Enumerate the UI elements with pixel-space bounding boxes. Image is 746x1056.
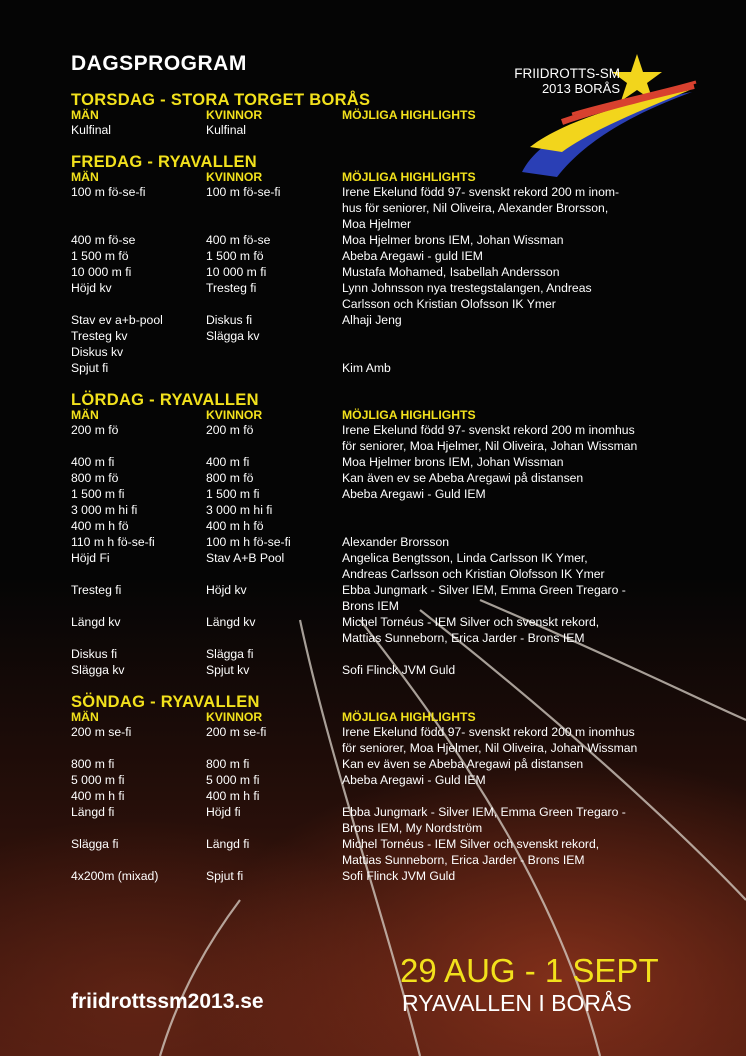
highlight: Mattias Sunneborn, Erica Jarder - Brons IEM (342, 631, 585, 645)
women-event (206, 200, 342, 216)
logo-subtitle: 2013 BORÅS (541, 81, 620, 96)
column-headers (71, 109, 691, 122)
men-event (71, 200, 206, 216)
logo-title: FRIIDROTTS-SM (514, 66, 620, 81)
highlight: Alexander Brorsson (342, 535, 450, 549)
schedule-row (71, 360, 691, 376)
highlight: hus för seniorer, Nil Oliveira, Alexander Brorsson, (342, 201, 609, 215)
women-event: 200 m se-fi (206, 725, 267, 739)
men-event: Spjut fi (71, 361, 109, 375)
schedule-row (71, 470, 691, 486)
women-event: Slägga kv (206, 329, 260, 343)
men-event: 400 m fi (71, 455, 115, 469)
women-event (206, 852, 342, 868)
column-header: KVINNOR (206, 108, 263, 122)
highlight: för seniorer, Moa Hjelmer, Nil Oliveira, Johan Wissman (342, 439, 638, 453)
schedule-row (71, 740, 691, 756)
highlight: Abeba Aregawi - Guld IEM (342, 773, 486, 787)
schedule-row (71, 184, 691, 200)
day-section (71, 694, 691, 884)
women-event (206, 344, 342, 360)
women-event: 100 m fö-se-fi (206, 185, 281, 199)
column-header: KVINNOR (206, 408, 263, 422)
women-event: 400 m fö-se (206, 233, 271, 247)
day-title: TORSDAG - STORA TORGET BORÅS (71, 91, 371, 109)
day-section (71, 92, 691, 138)
women-event: 400 m h fi (206, 789, 260, 803)
highlight: Brons IEM, My Nordström (342, 821, 483, 835)
highlight: Kim Amb (342, 361, 391, 375)
schedule-row (71, 852, 691, 868)
men-event (71, 438, 206, 454)
schedule-row (71, 232, 691, 248)
schedule-row (71, 614, 691, 630)
women-event: Diskus fi (206, 313, 253, 327)
highlight: Carlsson och Kristian Olofsson IK Ymer (342, 297, 556, 311)
schedule-row (71, 312, 691, 328)
men-event: 3 000 m hi fi (71, 503, 138, 517)
schedule (71, 52, 691, 900)
men-event (71, 852, 206, 868)
highlight: Sofi Flinck JVM Guld (342, 663, 456, 677)
women-event (206, 820, 342, 836)
men-event (71, 598, 206, 614)
column-header: KVINNOR (206, 710, 263, 724)
men-event: 200 m se-fi (71, 725, 132, 739)
day-section (71, 392, 691, 678)
men-event: 1 500 m fi (71, 487, 125, 501)
men-event: Höjd kv (71, 281, 112, 295)
schedule-row (71, 486, 691, 502)
column-headers (71, 409, 691, 422)
men-event (71, 566, 206, 582)
women-event: Slägga fi (206, 647, 254, 661)
schedule-row (71, 772, 691, 788)
women-event (206, 598, 342, 614)
day-title: LÖRDAG - RYAVALLEN (71, 391, 259, 409)
highlight (342, 328, 677, 344)
women-event (206, 360, 342, 376)
schedule-row (71, 518, 691, 534)
men-event: 800 m fi (71, 757, 115, 771)
highlight: Moa Hjelmer brons IEM, Johan Wissman (342, 233, 564, 247)
men-event: Längd kv (71, 615, 121, 629)
column-headers (71, 171, 691, 184)
women-event: Spjut fi (206, 869, 244, 883)
highlight (342, 646, 677, 662)
men-event: Längd fi (71, 805, 115, 819)
men-event: 400 m fö-se (71, 233, 136, 247)
page-title: DAGSPROGRAM (71, 52, 247, 75)
schedule-row (71, 280, 691, 296)
column-header: MÖJLIGA HIGHLIGHTS (342, 170, 476, 184)
schedule-row (71, 200, 691, 216)
highlight: Ebba Jungmark - Silver IEM, Emma Green Tregaro - (342, 805, 626, 819)
women-event: 800 m fi (206, 757, 250, 771)
event-venue: RYAVALLEN I BORÅS (402, 990, 632, 1016)
highlight (342, 344, 677, 360)
schedule-row (71, 454, 691, 470)
women-event: Stav A+B Pool (206, 551, 285, 565)
schedule-row (71, 296, 691, 312)
men-event: Höjd Fi (71, 551, 110, 565)
women-event (206, 630, 342, 646)
schedule-row (71, 788, 691, 804)
column-headers (71, 711, 691, 724)
women-event (206, 438, 342, 454)
schedule-row (71, 216, 691, 232)
women-event: 1 500 m fö (206, 249, 264, 263)
column-header: MÄN (71, 170, 99, 184)
men-event: 110 m h fö-se-fi (71, 535, 155, 549)
column-header: MÄN (71, 408, 99, 422)
highlight: Irene Ekelund född 97- svenskt rekord 200 m inom- (342, 185, 620, 199)
men-event: 1 500 m fö (71, 249, 129, 263)
highlight: Irene Ekelund född 97- svenskt rekord 200 m inomhus (342, 423, 635, 437)
highlight: Brons IEM (342, 599, 399, 613)
column-header: MÖJLIGA HIGHLIGHTS (342, 710, 476, 724)
women-event: Höjd fi (206, 805, 241, 819)
highlight: Moa Hjelmer brons IEM, Johan Wissman (342, 455, 564, 469)
schedule-row (71, 836, 691, 852)
men-event: Stav ev a+b-pool (71, 313, 163, 327)
men-event: 10 000 m fi (71, 265, 132, 279)
day-list (71, 92, 691, 884)
women-event: 3 000 m hi fi (206, 503, 273, 517)
women-event: Spjut kv (206, 663, 250, 677)
highlight: Michel Tornéus - IEM Silver och svenskt rekord, (342, 837, 600, 851)
men-event: 5 000 m fi (71, 773, 125, 787)
event-dates: 29 AUG - 1 SEPT (400, 952, 659, 989)
women-event: Höjd kv (206, 583, 247, 597)
schedule-row (71, 566, 691, 582)
column-header: MÖJLIGA HIGHLIGHTS (342, 408, 476, 422)
highlight: Mustafa Mohamed, Isabellah Andersson (342, 265, 560, 279)
men-event (71, 216, 206, 232)
schedule-row (71, 630, 691, 646)
highlight: Moa Hjelmer (342, 217, 412, 231)
schedule-row (71, 328, 691, 344)
men-event: Slägga fi (71, 837, 119, 851)
day-title: FREDAG - RYAVALLEN (71, 153, 257, 171)
schedule-row (71, 438, 691, 454)
women-event: 5 000 m fi (206, 773, 260, 787)
column-header: MÄN (71, 710, 99, 724)
schedule-row (71, 662, 691, 678)
men-event: Diskus fi (71, 647, 118, 661)
column-header: MÖJLIGA HIGHLIGHTS (342, 108, 476, 122)
men-event: 800 m fö (71, 471, 119, 485)
men-event: 200 m fö (71, 423, 119, 437)
website-link[interactable]: friidrottssm2013.se (71, 990, 264, 1013)
men-event: 400 m h fi (71, 789, 125, 803)
schedule-row (71, 344, 691, 360)
women-event: 400 m fi (206, 455, 250, 469)
schedule-row (71, 868, 691, 884)
schedule-row (71, 534, 691, 550)
schedule-row (71, 598, 691, 614)
women-event: Längd fi (206, 837, 250, 851)
day-section (71, 154, 691, 376)
schedule-row (71, 264, 691, 280)
women-event (206, 216, 342, 232)
women-event: Tresteg fi (206, 281, 257, 295)
column-header: MÄN (71, 108, 99, 122)
men-event (71, 740, 206, 756)
schedule-row (71, 248, 691, 264)
schedule-row (71, 502, 691, 518)
highlight: Mattias Sunneborn, Erica Jarder - Brons IEM (342, 853, 585, 867)
highlight (342, 518, 677, 534)
schedule-row (71, 422, 691, 438)
highlight: Sofi Flinck JVM Guld (342, 869, 456, 883)
women-event (206, 296, 342, 312)
highlight: för seniorer, Moa Hjelmer, Nil Oliveira, Johan Wissman (342, 741, 638, 755)
men-event: 100 m fö-se-fi (71, 185, 146, 199)
schedule-row (71, 550, 691, 566)
column-header: KVINNOR (206, 170, 263, 184)
men-event (71, 630, 206, 646)
highlight (342, 502, 677, 518)
men-event: Kulfinal (71, 123, 111, 137)
men-event: 4x200m (mixad) (71, 869, 159, 883)
highlight: Ebba Jungmark - Silver IEM, Emma Green Tregaro - (342, 583, 626, 597)
highlight (342, 122, 677, 138)
women-event: Längd kv (206, 615, 256, 629)
women-event: 400 m h fö (206, 519, 264, 533)
schedule-row (71, 724, 691, 740)
highlight: Irene Ekelund född 97- svenskt rekord 200 m inomhus (342, 725, 635, 739)
day-title: SÖNDAG - RYAVALLEN (71, 693, 260, 711)
men-event: Diskus kv (71, 345, 124, 359)
schedule-row (71, 820, 691, 836)
men-event: Slägga kv (71, 663, 125, 677)
women-event: 1 500 m fi (206, 487, 260, 501)
women-event: Kulfinal (206, 123, 246, 137)
schedule-row (71, 582, 691, 598)
women-event: 200 m fö (206, 423, 254, 437)
women-event (206, 740, 342, 756)
men-event: Tresteg fi (71, 583, 122, 597)
schedule-row (71, 646, 691, 662)
schedule-row (71, 756, 691, 772)
highlight: Alhaji Jeng (342, 313, 402, 327)
women-event (206, 566, 342, 582)
highlight: Michel Tornéus - IEM Silver och svenskt rekord, (342, 615, 600, 629)
schedule-row (71, 122, 691, 138)
men-event: 400 m h fö (71, 519, 129, 533)
highlight: Angelica Bengtsson, Linda Carlsson IK Ymer, (342, 551, 588, 565)
highlight: Kan även ev se Abeba Aregawi på distansen (342, 471, 584, 485)
highlight: Andreas Carlsson och Kristian Olofsson IK Ymer (342, 567, 605, 581)
highlight (342, 788, 677, 804)
men-event (71, 296, 206, 312)
highlight: Lynn Johnsson nya trestegstalangen, Andreas (342, 281, 592, 295)
women-event: 800 m fö (206, 471, 254, 485)
men-event: Tresteg kv (71, 329, 128, 343)
highlight: Abeba Aregawi - guld IEM (342, 249, 483, 263)
women-event: 10 000 m fi (206, 265, 267, 279)
highlight: Kan ev även se Abeba Aregawi på distansen (342, 757, 584, 771)
men-event (71, 820, 206, 836)
highlight: Abeba Aregawi - Guld IEM (342, 487, 486, 501)
schedule-row (71, 804, 691, 820)
women-event: 100 m h fö-se-fi (206, 535, 291, 549)
